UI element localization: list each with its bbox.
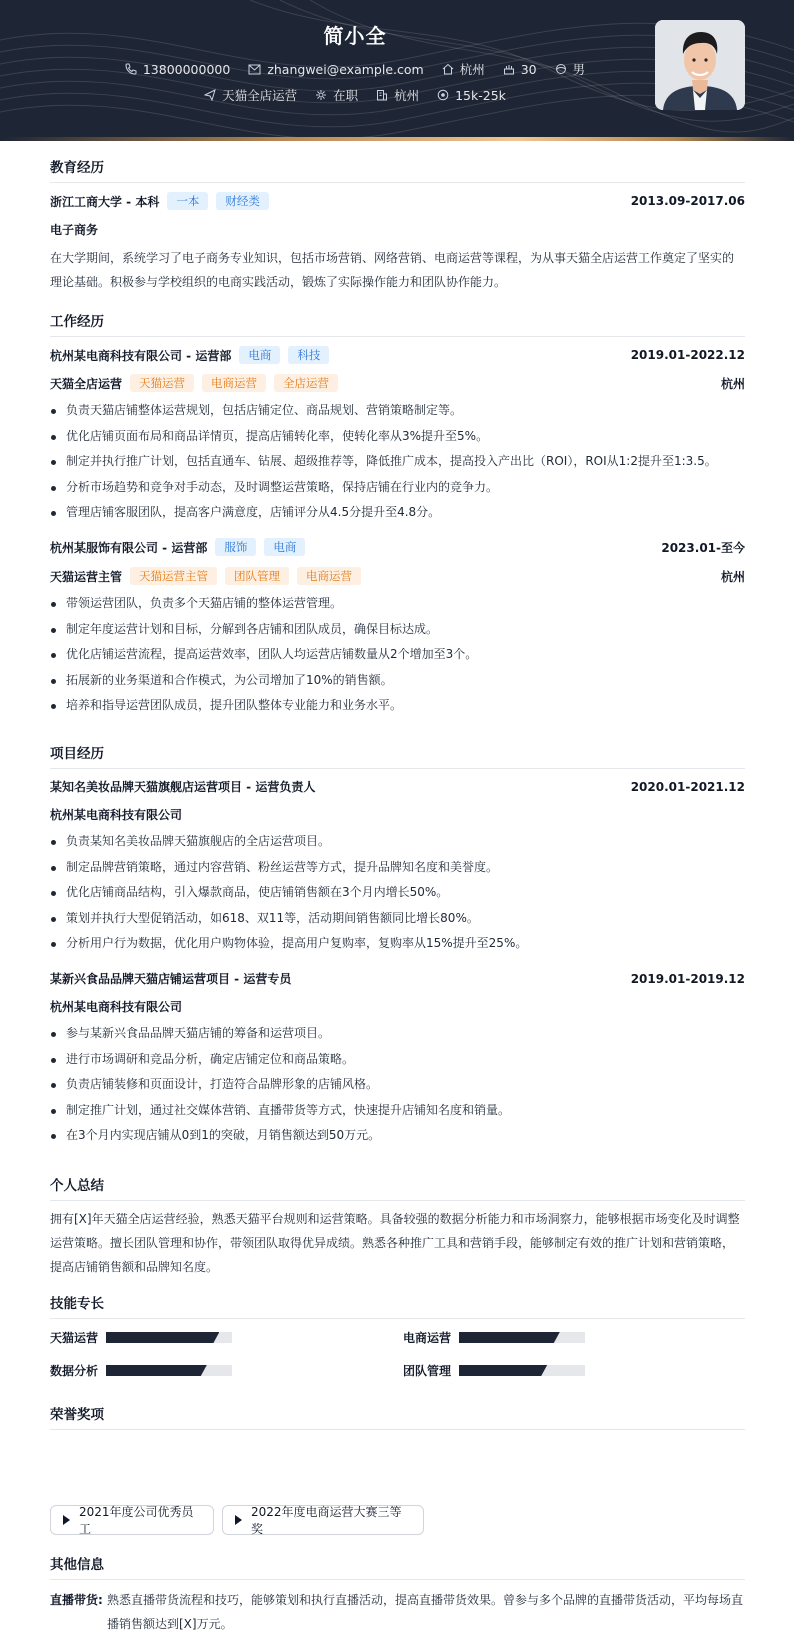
- position-tag: 天猫运营: [130, 374, 194, 392]
- skill-name: 团队管理: [403, 1364, 452, 1378]
- company-tag: 科技: [288, 346, 329, 364]
- list-item: 策划并执行大型促销活动，如618、双11等，活动期间销售额同比增长80%。: [50, 906, 745, 932]
- project-date: 2020.01-2021.12: [630, 779, 745, 794]
- project-1-company: [50, 806, 745, 823]
- position-tag: 团队管理: [225, 567, 289, 585]
- skill-item: [403, 1329, 585, 1346]
- email-item: [248, 62, 423, 77]
- position-tag: 电商运营: [202, 374, 266, 392]
- list-item: 在3个月内实现店铺从0到1的突破，月销售额达到50万元。: [50, 1123, 745, 1149]
- award-name: 2022年度电商运营大赛三等奖: [251, 1505, 402, 1536]
- home-icon: [442, 63, 454, 75]
- skill-item: [50, 1329, 232, 1346]
- project-2-company: [50, 998, 745, 1015]
- skill-bar: [106, 1365, 232, 1376]
- work-1-header: [50, 346, 745, 364]
- project-2-header: [50, 970, 745, 987]
- building-icon: [376, 89, 388, 101]
- skill-item: [403, 1362, 585, 1379]
- skill-bar-fill: [106, 1332, 219, 1343]
- summary-section-title: 个人总结: [50, 1174, 745, 1201]
- target-city: 杭州: [394, 88, 420, 103]
- list-item: 带领运营团队，负责多个天猫店铺的整体运营管理。: [50, 591, 745, 617]
- list-item: 培养和指导运营团队成员，提升团队整体专业能力和业务水平。: [50, 693, 745, 719]
- company-tag: 服饰: [215, 538, 256, 556]
- work-1-bullets: [50, 398, 745, 526]
- list-item: 管理店铺客服团队，提高客户满意度，店铺评分从4.5分提升至4.8分。: [50, 500, 745, 526]
- work-section-title: 工作经历: [50, 310, 745, 337]
- header-accent-line: [0, 137, 794, 141]
- triangle-icon: [235, 1515, 242, 1525]
- target-city-item: [376, 86, 419, 104]
- project-name: 某知名美妆品牌天猫旗舰店运营项目 - 运营负责人: [50, 780, 316, 794]
- project-2-bullets: [50, 1021, 745, 1149]
- resume-header: [0, 0, 794, 140]
- list-item: 分析市场趋势和竞争对手动态，及时调整运营策略，保持店铺在行业内的竞争力。: [50, 475, 745, 501]
- other-text: 熟悉直播带货流程和技巧，能够策划和执行直播活动，提高直播带货效果。曾参与多个品牌的直播带货活动，平均每场直播销售额达到[X]万元。: [107, 1593, 744, 1631]
- work-location: 杭州: [720, 569, 745, 584]
- company-tag: 电商: [239, 346, 280, 364]
- skill-bar-fill: [106, 1365, 207, 1376]
- skill-bar: [106, 1332, 232, 1343]
- position-title: 天猫运营主管: [50, 569, 123, 584]
- skill-bar: [459, 1332, 585, 1343]
- work-location: 杭州: [720, 376, 745, 391]
- list-item: 优化店铺商品结构，引入爆款商品，使店铺销售额在3个月内增长50%。: [50, 880, 745, 906]
- status-icon: [315, 89, 327, 101]
- work-date: 2019.01-2022.12: [630, 348, 745, 362]
- other-info-row: [50, 1588, 745, 1636]
- city-item: [442, 60, 485, 78]
- gender-item: [555, 60, 586, 78]
- expected-salary: 15k-25k: [455, 87, 506, 103]
- school-tag: 一本: [167, 192, 208, 210]
- skill-name: 电商运营: [403, 1331, 452, 1345]
- skill-item: [50, 1362, 232, 1379]
- work-date: 2023.01-至今: [661, 540, 745, 555]
- position-title: 天猫全店运营: [50, 376, 123, 391]
- school-tag: 财经类: [216, 192, 269, 210]
- list-item: 制定并执行推广计划，包括直通车、钻展、超级推荐等，降低推广成本，提高投入产出比（ROI），ROI从1:2提升至1:3.5。: [50, 449, 745, 475]
- award-item: [50, 1505, 214, 1535]
- company-name: 杭州某电商科技有限公司 - 运营部: [50, 348, 232, 363]
- send-icon: [204, 89, 216, 101]
- company-tag: 电商: [264, 538, 305, 556]
- skill-name: 天猫运营: [50, 1331, 99, 1345]
- position-tag: 全店运营: [274, 374, 338, 392]
- city: 杭州: [459, 62, 485, 77]
- school-name: 浙江工商大学 - 本科: [50, 194, 160, 209]
- list-item: 制定年度运营计划和目标，分解到各店铺和团队成员，确保目标达成。: [50, 617, 745, 643]
- salary-item: [437, 88, 506, 103]
- list-item: 负责某知名美妆品牌天猫旗舰店的全店运营项目。: [50, 829, 745, 855]
- skill-name: 数据分析: [50, 1364, 99, 1378]
- project-1-header: [50, 778, 745, 795]
- work-2-bullets: [50, 591, 745, 719]
- mail-icon: [248, 64, 261, 75]
- gender: 男: [572, 62, 586, 77]
- list-item: 制定推广计划，通过社交媒体营销、直播带货等方式，快速提升店铺知名度和销量。: [50, 1098, 745, 1124]
- list-item: 优化店铺页面布局和商品详情页，提高店铺转化率，使转化率从3%提升至5%。: [50, 424, 745, 450]
- skill-bar-fill: [459, 1365, 547, 1376]
- job-status-item: [315, 86, 358, 104]
- projects-section-title: 项目经历: [50, 742, 745, 769]
- project-name: 某新兴食品品牌天猫店铺运营项目 - 运营专员: [50, 972, 292, 986]
- major: 电子商务: [50, 223, 99, 237]
- education-date: 2013.09-2017.06: [630, 194, 745, 208]
- triangle-icon: [63, 1515, 70, 1525]
- list-item: 负责天猫店铺整体运营规划，包括店铺定位、商品规划、营销策略制定等。: [50, 398, 745, 424]
- gender-icon: [555, 63, 567, 75]
- work-1-position: [50, 374, 745, 392]
- candidate-name: 简小全: [323, 24, 387, 48]
- award-name: 2021年度公司优秀员工: [79, 1505, 194, 1536]
- coin-icon: [437, 89, 449, 101]
- list-item: 优化店铺运营流程，提高运营效率，团队人均运营店铺数量从2个增加至3个。: [50, 642, 745, 668]
- list-item: 参与某新兴食品品牌天猫店铺的筹备和运营项目。: [50, 1021, 745, 1047]
- education-section-title: 教育经历: [50, 156, 745, 183]
- skill-bar-fill: [459, 1332, 560, 1343]
- phone-item: [125, 62, 230, 77]
- job-intent-row: [0, 86, 710, 104]
- age-item: [503, 62, 537, 77]
- list-item: 制定品牌营销策略，通过内容营销、粉丝运营等方式，提升品牌知名度和美誉度。: [50, 855, 745, 881]
- job-status: 在职: [333, 88, 359, 103]
- list-item: 分析用户行为数据，优化用户购物体验，提高用户复购率，复购率从15%提升至25%。: [50, 931, 745, 957]
- summary-text: 拥有[X]年天猫全店运营经验，熟悉天猫平台规则和运营策略。具备较强的数据分析能力和市场洞察力，能够根据市场变化及时调整运营策略。擅长团队管理和协作，带领团队取得优异成绩。熟悉各种推广工具和营销手段，能够制定有效的推广计划和营销策略，提高店铺销售额和品牌知名度。: [50, 1212, 740, 1274]
- awards-section-title: 荣誉奖项: [50, 1403, 745, 1430]
- education-description: 在大学期间，系统学习了电子商务专业知识，包括市场营销、网络营销、电商运营等课程，为从事天猫全店运营工作奠定了坚实的理论基础。积极参与学校组织的电商实践活动，锻炼了实际操作能力和团队协作能力。: [50, 251, 735, 289]
- project-1-bullets: [50, 829, 745, 957]
- work-2-header: [50, 538, 745, 556]
- other-section-title: 其他信息: [50, 1553, 745, 1580]
- work-2-position: [50, 567, 745, 585]
- skill-bar: [459, 1365, 585, 1376]
- position-tag: 电商运营: [297, 567, 361, 585]
- company-name: 杭州某服饰有限公司 - 运营部: [50, 540, 208, 555]
- skills-section-title: 技能专长: [50, 1292, 745, 1319]
- position-tag: 天猫运营主管: [130, 567, 217, 585]
- major-row: [50, 221, 745, 238]
- target-position: 天猫全店运营: [222, 88, 298, 103]
- email-address: zhangwei@example.com: [267, 61, 424, 77]
- age: 30: [520, 61, 537, 77]
- project-company: 杭州某电商科技有限公司: [50, 808, 183, 822]
- education-header: [50, 192, 745, 210]
- award-item: [222, 1505, 424, 1535]
- avatar-photo: [655, 20, 745, 110]
- list-item: 拓展新的业务渠道和合作模式，为公司增加了10%的销售额。: [50, 668, 745, 694]
- other-label: 直播带货:: [50, 1593, 103, 1607]
- phone-icon: [125, 63, 137, 75]
- contact-info-row: [0, 60, 710, 78]
- target-position-item: [204, 86, 297, 104]
- cake-icon: [503, 63, 515, 75]
- phone-number: 13800000000: [142, 61, 231, 77]
- project-date: 2019.01-2019.12: [630, 971, 745, 986]
- project-company: 杭州某电商科技有限公司: [50, 1000, 183, 1014]
- list-item: 负责店铺装修和页面设计，打造符合品牌形象的店铺风格。: [50, 1072, 745, 1098]
- avatar-portrait: [655, 20, 745, 110]
- list-item: 进行市场调研和竞品分析，确定店铺定位和商品策略。: [50, 1047, 745, 1073]
